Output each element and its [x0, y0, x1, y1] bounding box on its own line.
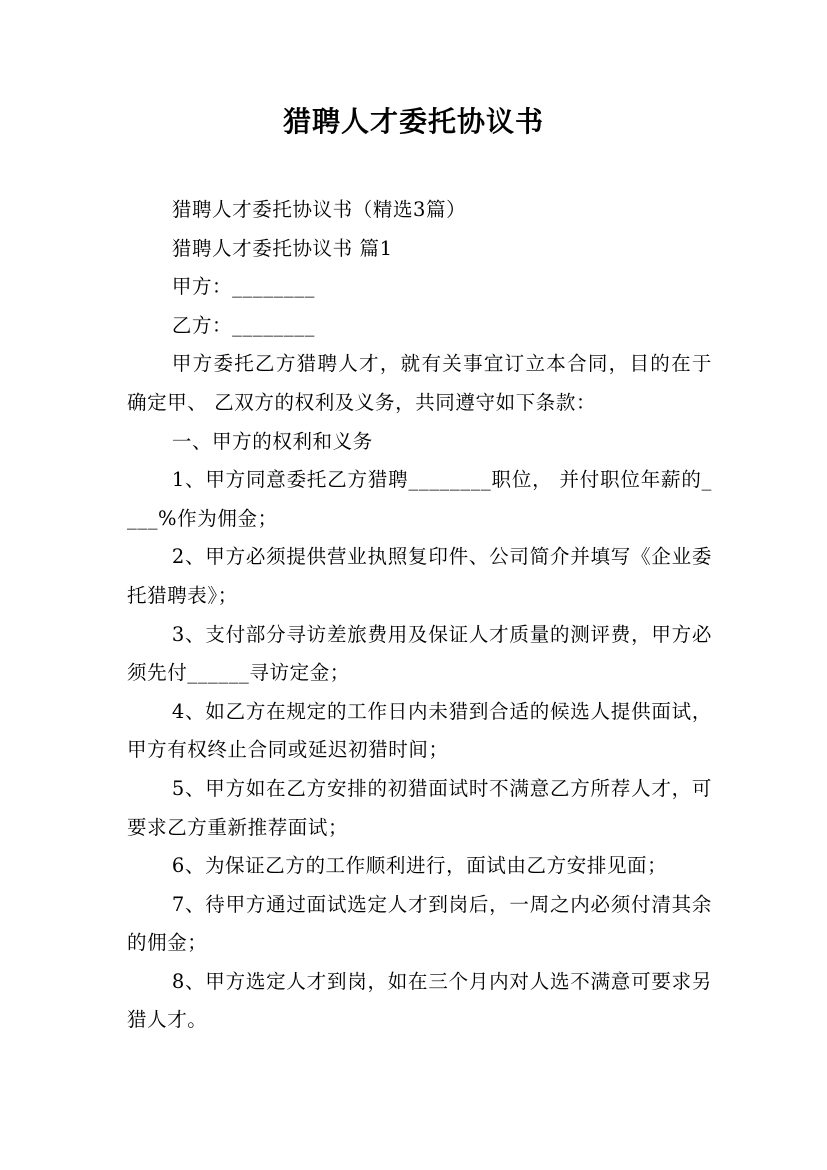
paragraph-clause-3: 3、支付部分寻访差旅费用及保证人才质量的测评费，甲方必须先付______寻访定金； [127, 622, 712, 685]
paragraph-party-a: 甲方：________ [171, 275, 315, 299]
paragraph-clause-6: 6、为保证乙方的工作顺利进行，面试由乙方安排见面； [171, 854, 668, 878]
paragraph-clause-4: 4、如乙方在规定的工作日内未猎到合适的候选人提供面试，甲方有权终止合同或延迟初猎时间； [127, 699, 712, 762]
paragraph-subtitle: 猎聘人才委托协议书（精选3篇） [171, 198, 467, 221]
document-body [127, 191, 712, 1040]
document-title: 猎聘人才委托协议书 [282, 105, 544, 138]
paragraph-clause-2: 2、甲方必须提供营业执照复印件、公司简介并填写《企业委托猎聘表》； [127, 545, 712, 607]
paragraph-intro: 甲方委托乙方猎聘人才，就有关事宜订立本合同，目的在于确定甲、 乙双方的权利及义务，共同遵守如下条款： [127, 352, 712, 414]
paragraph-clause-1: 1、甲方同意委托乙方猎聘________职位， 并付职位年薪的____%作为佣金； [127, 468, 712, 530]
paragraph-section-heading: 猎聘人才委托协议书 篇1 [171, 236, 393, 260]
paragraph-clause-8: 8、甲方选定人才到岗，如在三个月内对人选不满意可要求另猎人才。 [127, 969, 712, 1032]
paragraph-clause-5: 5、甲方如在乙方安排的初猎面试时不满意乙方所荐人才，可要求乙方重新推荐面试； [127, 776, 712, 839]
paragraph-clause-heading: 一、甲方的权利和义务 [171, 429, 373, 453]
paragraph-party-b: 乙方：________ [171, 313, 315, 337]
paragraph-clause-7: 7、待甲方通过面试选定人才到岗后，一周之内必须付清其余的佣金； [127, 892, 712, 955]
